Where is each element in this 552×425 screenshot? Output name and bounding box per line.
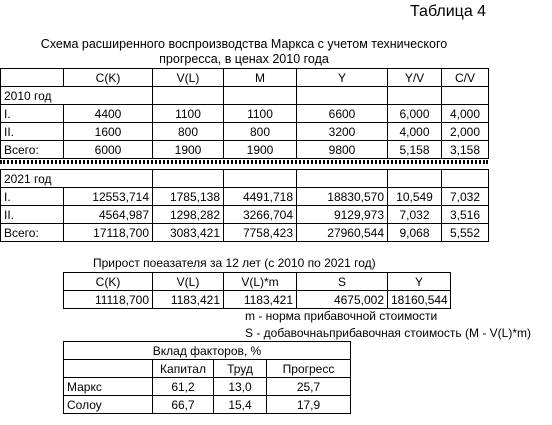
table-cell: 18160,544 bbox=[388, 291, 451, 309]
row-label: Всего: bbox=[1, 141, 64, 159]
table-cell: 61,2 bbox=[153, 378, 214, 396]
table-cell: 4491,718 bbox=[224, 188, 297, 206]
year-label: 2010 год bbox=[1, 87, 153, 105]
column-header: S bbox=[297, 273, 388, 291]
table-row bbox=[64, 291, 451, 309]
factors-title-row bbox=[64, 342, 351, 360]
row-label: Всего: bbox=[1, 224, 64, 242]
table-row bbox=[1, 123, 489, 141]
table-cell: 10,549 bbox=[388, 188, 442, 206]
table-cell: 1900 bbox=[224, 141, 297, 159]
column-header: Y/V bbox=[388, 69, 442, 87]
page-title-line-2: прогресса, в ценах 2010 года bbox=[159, 52, 329, 66]
table-cell: 9129,973 bbox=[297, 206, 388, 224]
page-title-line-1: Схема расширенного воспроизводства Маркса с учетом технического bbox=[40, 37, 448, 51]
table-cell: 4400 bbox=[64, 105, 153, 123]
table-cell: 2,000 bbox=[442, 123, 489, 141]
row-label: I. bbox=[1, 105, 64, 123]
table-2021 bbox=[0, 169, 489, 242]
table-row bbox=[1, 141, 489, 159]
table-cell: 11118,700 bbox=[64, 291, 153, 309]
table-cell: 17118,700 bbox=[64, 224, 153, 242]
column-header: V(L)*m bbox=[224, 273, 297, 291]
table-cell: 3266,704 bbox=[224, 206, 297, 224]
page-title bbox=[0, 37, 488, 67]
note-s: S - добавочнаьприбавочная стоимость (M - V(L)*m) bbox=[245, 326, 531, 340]
table-cell: 7,032 bbox=[442, 188, 489, 206]
column-header: C/V bbox=[442, 69, 489, 87]
column-header: V(L) bbox=[153, 69, 224, 87]
table-cell: 17,9 bbox=[267, 396, 351, 414]
corner-cell bbox=[1, 69, 64, 87]
table-cell: 800 bbox=[224, 123, 297, 141]
table-cell: 9800 bbox=[297, 141, 388, 159]
table-cell: 4675,002 bbox=[297, 291, 388, 309]
factors-title: Вклад факторов, % bbox=[64, 342, 351, 360]
table-cell: 25,7 bbox=[267, 378, 351, 396]
table-row bbox=[1, 105, 489, 123]
table-cell: 6600 bbox=[297, 105, 388, 123]
table-cell: 1298,282 bbox=[153, 206, 224, 224]
column-header: Y bbox=[388, 273, 451, 291]
table-cell: 15,4 bbox=[214, 396, 267, 414]
table-row bbox=[1, 206, 489, 224]
table-cell: 18830,570 bbox=[297, 188, 388, 206]
dotted-separator bbox=[0, 160, 488, 164]
factors-table bbox=[63, 341, 351, 414]
column-header: Капитал bbox=[153, 360, 214, 378]
table-cell: 5,552 bbox=[442, 224, 489, 242]
table-row bbox=[64, 396, 351, 414]
table-cell: 1900 bbox=[153, 141, 224, 159]
table-cell: 5,158 bbox=[388, 141, 442, 159]
table-cell: 13,0 bbox=[214, 378, 267, 396]
table-cell: 3,158 bbox=[442, 141, 489, 159]
table-cell: 1100 bbox=[153, 105, 224, 123]
table-cell: 9,068 bbox=[388, 224, 442, 242]
table-row bbox=[64, 378, 351, 396]
table-cell: 1600 bbox=[64, 123, 153, 141]
table-row bbox=[1, 188, 489, 206]
year-label: 2021 год bbox=[1, 170, 153, 188]
row-label: Маркс bbox=[64, 378, 153, 396]
column-header: V(L) bbox=[153, 273, 224, 291]
table-cell: 6,000 bbox=[388, 105, 442, 123]
table-number-label: Таблица 4 bbox=[410, 3, 487, 20]
table-cell: 4,000 bbox=[442, 105, 489, 123]
header-row bbox=[64, 360, 351, 378]
column-header: Y bbox=[297, 69, 388, 87]
header-row bbox=[64, 273, 451, 291]
row-label: I. bbox=[1, 188, 64, 206]
table-cell: 4564,987 bbox=[64, 206, 153, 224]
table-cell: 3,516 bbox=[442, 206, 489, 224]
column-header: C(K) bbox=[64, 69, 153, 87]
table-cell: 12553,714 bbox=[64, 188, 153, 206]
year-label-row bbox=[1, 170, 489, 188]
table-cell: 800 bbox=[153, 123, 224, 141]
table-cell: 4,000 bbox=[388, 123, 442, 141]
growth-title: Прирост поеазателя за 12 лет (с 2010 по 2021 год) bbox=[93, 256, 376, 270]
column-header: Труд bbox=[214, 360, 267, 378]
table-cell: 3200 bbox=[297, 123, 388, 141]
table-cell: 66,7 bbox=[153, 396, 214, 414]
table-cell: 27960,544 bbox=[297, 224, 388, 242]
table-cell: 7758,423 bbox=[224, 224, 297, 242]
corner-cell bbox=[64, 360, 153, 378]
row-label: II. bbox=[1, 123, 64, 141]
column-header: M bbox=[224, 69, 297, 87]
table-cell: 6000 bbox=[64, 141, 153, 159]
table-cell: 1183,421 bbox=[153, 291, 224, 309]
table-cell: 1100 bbox=[224, 105, 297, 123]
note-m: m - норма прибавочной стоимости bbox=[245, 309, 438, 323]
header-row bbox=[1, 69, 489, 87]
row-label: Солоу bbox=[64, 396, 153, 414]
column-header: Прогресс bbox=[267, 360, 351, 378]
column-header: C(K) bbox=[64, 273, 153, 291]
table-cell: 3083,421 bbox=[153, 224, 224, 242]
table-cell: 7,032 bbox=[388, 206, 442, 224]
table-row bbox=[1, 224, 489, 242]
growth-table bbox=[63, 272, 451, 309]
row-label: II. bbox=[1, 206, 64, 224]
table-cell: 1785,138 bbox=[153, 188, 224, 206]
year-label-row bbox=[1, 87, 489, 105]
table-cell: 1183,421 bbox=[224, 291, 297, 309]
table-2010 bbox=[0, 68, 489, 159]
